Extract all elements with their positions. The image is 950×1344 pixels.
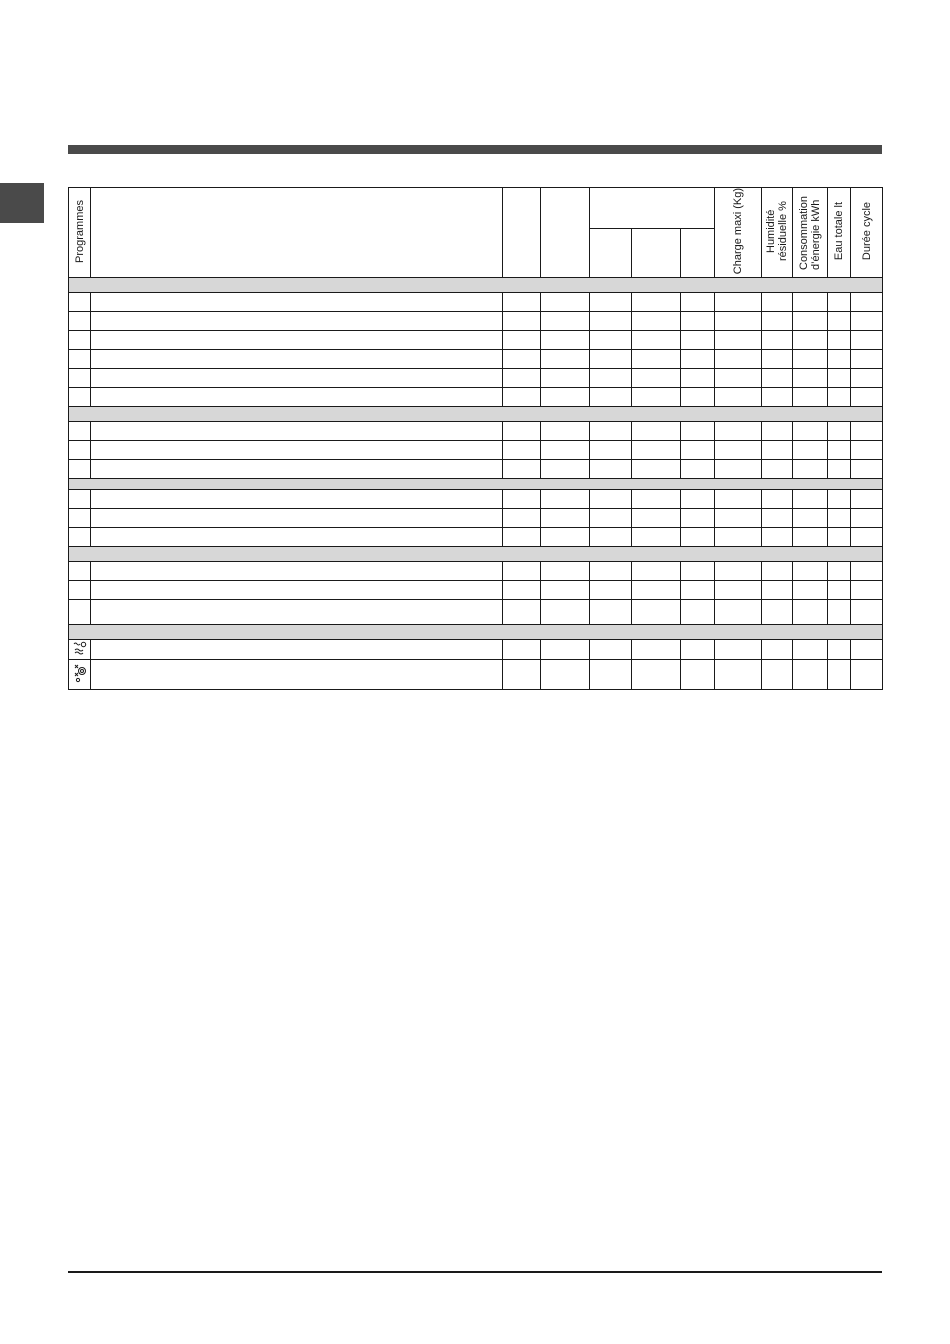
table-row [69, 600, 883, 625]
section-row [69, 278, 883, 293]
table-row [69, 660, 883, 690]
bottom-rule [68, 1271, 882, 1273]
header-duree-cycle-label: Durée cycle [860, 202, 873, 261]
section-row [69, 479, 883, 490]
header-eau-totale [828, 188, 851, 278]
header-group [590, 188, 715, 229]
header-humidite [762, 188, 793, 278]
header-eau-totale-label: Eau totale lt [833, 202, 846, 261]
wash-symbol-icon [69, 640, 91, 660]
spin-symbol-icon [69, 660, 91, 690]
table-row [69, 388, 883, 407]
header-sub-3 [681, 229, 715, 278]
table-row [69, 581, 883, 600]
header-consommation [793, 188, 828, 278]
header-col-3 [503, 188, 541, 278]
section-row [69, 625, 883, 640]
table-row [69, 331, 883, 350]
header-row [69, 188, 883, 229]
top-rule [68, 145, 882, 154]
header-charge-maxi-label: Charge maxi (Kg) [732, 188, 745, 275]
table-row [69, 509, 883, 528]
header-humidite-label: Humidité résiduelle % [765, 201, 790, 262]
header-programmes [69, 188, 91, 278]
table-row [69, 490, 883, 509]
table-row [69, 460, 883, 479]
header-description [91, 188, 503, 278]
table-row [69, 350, 883, 369]
header-sub-1 [590, 229, 632, 278]
header-consommation-label: Consommation d’énergie kWh [798, 196, 823, 271]
header-programmes-label: Programmes [73, 199, 86, 263]
programmes-table [68, 187, 883, 690]
table-row [69, 369, 883, 388]
header-charge-maxi [715, 188, 762, 278]
programmes-table-wrapper [68, 187, 882, 690]
table-row [69, 441, 883, 460]
table-row [69, 562, 883, 581]
table-row [69, 312, 883, 331]
language-tab [0, 183, 44, 223]
table-row [69, 293, 883, 312]
section-row [69, 547, 883, 562]
header-duree-cycle [851, 188, 883, 278]
table-row [69, 640, 883, 660]
header-sub-2 [632, 229, 681, 278]
header-col-4 [541, 188, 590, 278]
table-row [69, 528, 883, 547]
table-row [69, 422, 883, 441]
section-row [69, 407, 883, 422]
